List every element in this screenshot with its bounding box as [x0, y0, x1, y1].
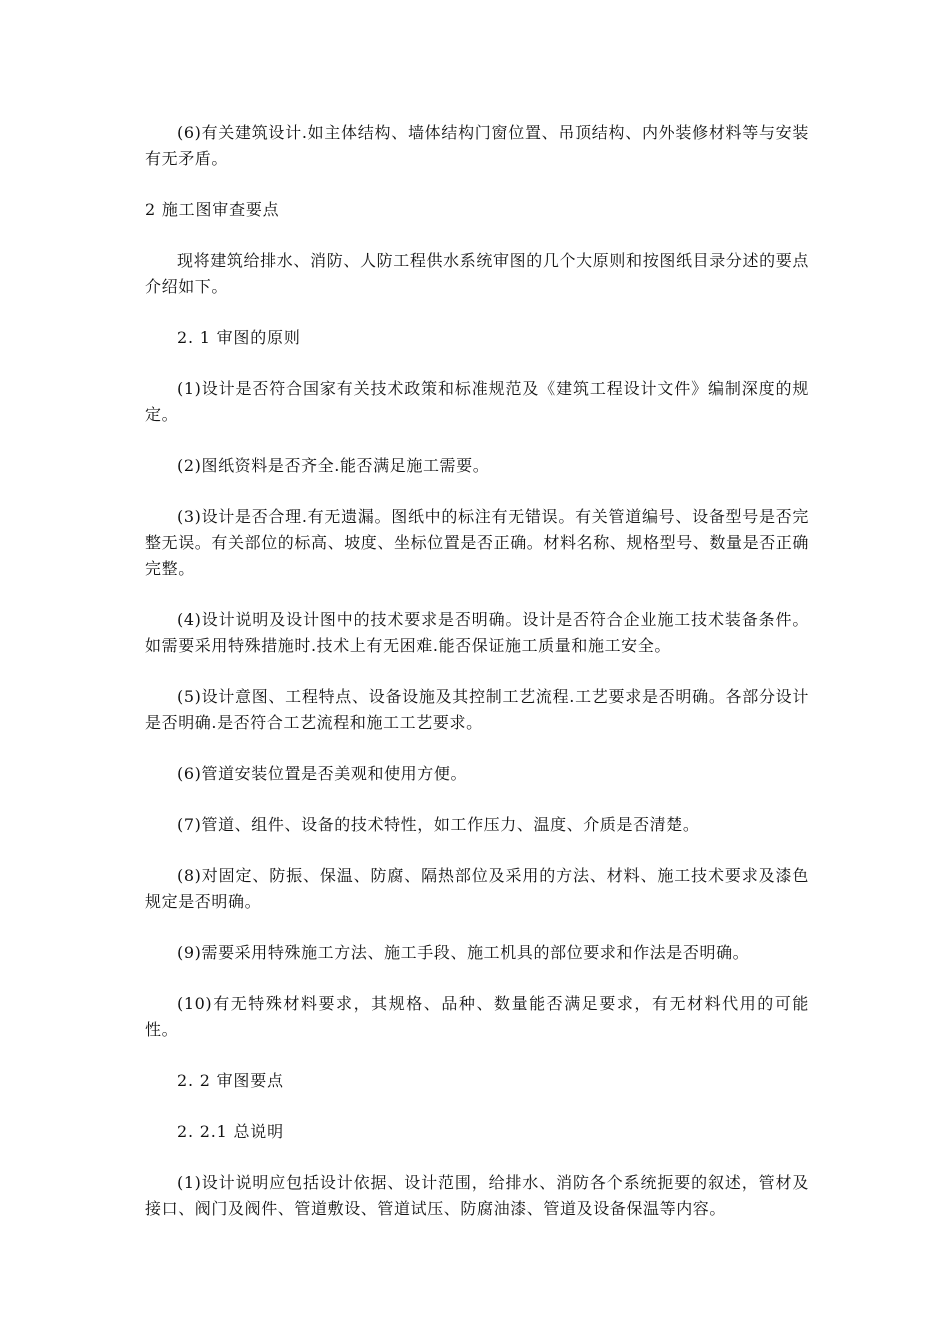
principle-item-9: (9)需要采用特殊施工方法、施工手段、施工机具的部位要求和作法是否明确。: [177, 943, 750, 962]
principle-item-3: (3)设计是否合理.有无遗漏。图纸中的标注有无错误。有关管道编号、设备型号是否完整无误。有关部位的标高、坡度、坐标位置是否正确。材料名称、规格型号、数量是否正确完整。: [145, 507, 810, 578]
general-notes-item-1: (1)设计说明应包括设计依据、设计范围，给排水、消防各个系统扼要的叙述，管材及接口、阀门及阀件、管道敷设、管道试压、防腐油漆、管道及设备保温等内容。: [145, 1173, 809, 1218]
subsection-heading-principles: 2. 1 审图的原则: [177, 328, 301, 347]
principle-item-1: (1)设计是否符合国家有关技术政策和标准规范及《建筑工程设计文件》编制深度的规定。: [145, 379, 809, 424]
principle-item-4: (4)设计说明及设计图中的技术要求是否明确。设计是否符合企业施工技术装备条件。如需要采用特殊措施时.技术上有无困难.能否保证施工质量和施工安全。: [145, 610, 809, 655]
principle-item-10: (10)有无特殊材料要求，其规格、品种、数量能否满足要求，有无材料代用的可能性。: [145, 994, 809, 1039]
paragraph-intro: 现将建筑给排水、消防、人防工程供水系统审图的几个大原则和按图纸目录分述的要点介绍如下。: [145, 251, 809, 296]
subsection-heading-general-notes: 2. 2.1 总说明: [177, 1122, 284, 1141]
principle-item-2: (2)图纸资料是否齐全.能否满足施工需要。: [177, 456, 490, 475]
paragraph-item-6-building-design: (6)有关建筑设计.如主体结构、墙体结构门窗位置、吊顶结构、内外装修材料等与安装有无矛盾。: [145, 123, 809, 168]
principle-item-7: (7)管道、组件、设备的技术特性，如工作压力、温度、介质是否清楚。: [177, 815, 700, 834]
principle-item-6: (6)管道安装位置是否美观和使用方便。: [177, 764, 468, 783]
principle-item-8: (8)对固定、防振、保温、防腐、隔热部位及采用的方法、材料、施工技术要求及漆色规定是否明确。: [145, 866, 809, 911]
document-page: [145, 120, 809, 1247]
principle-item-5: (5)设计意图、工程特点、设备设施及其控制工艺流程.工艺要求是否明确。各部分设计是否明确.是否符合工艺流程和施工工艺要求。: [145, 687, 809, 732]
subsection-heading-key-points: 2. 2 审图要点: [177, 1071, 284, 1090]
section-heading-review-points: 2 施工图审查要点: [145, 200, 280, 219]
